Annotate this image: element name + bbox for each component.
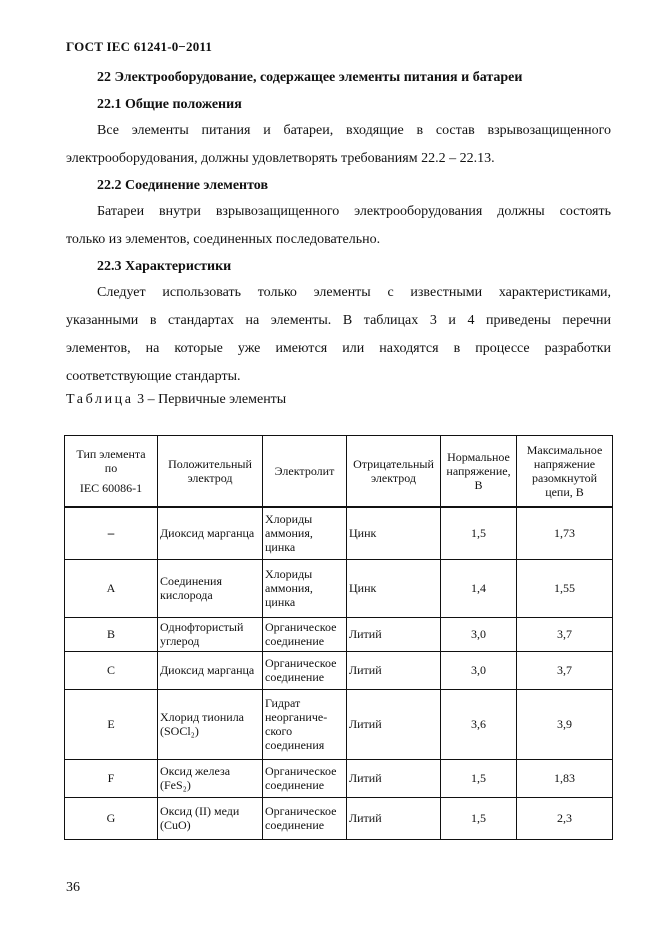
header-electrolyte: Электролит [263,436,347,508]
cell-electrolyte: Органическое соединение [263,797,347,839]
paragraph-line: только из элементов, соединенных последовательно. [66,232,381,247]
cell-negative: Литий [347,759,441,797]
table-row [65,617,613,651]
cell-positive: Диоксид марганца [158,507,263,559]
cell-max: 3,7 [517,617,613,651]
paragraph-line: элементов, на которые уже имеются или находятся в процессе разработки [66,341,611,356]
table-caption-title: – Первичные элементы [147,392,287,407]
header-type-line: IEC 60086-1 [79,481,143,495]
cell-type: E [65,689,158,759]
header-type-line: по [104,461,118,475]
cell-max: 1,55 [517,559,613,617]
header-nominal-voltage: Нормальное напряжение, В [441,436,517,508]
header-type [65,436,158,508]
paragraph-line: электрооборудования, должны удовлетворять требованиям 22.2 – 22.13. [66,151,495,166]
subsection-2-text [66,198,611,254]
cell-negative: Литий [347,617,441,651]
paragraph-line: соответствующие стандарты. [66,369,241,384]
cell-nominal: 1,4 [441,559,517,617]
cell-type: – [65,507,158,559]
cell-electrolyte: Хлориды аммония, цинка [263,559,347,617]
subsection-3-text [66,279,611,391]
cell-negative: Литий [347,797,441,839]
table-caption-word: Таблица [66,392,134,407]
table-row [65,689,613,759]
cell-positive: Оксид железа (FeS₂) [158,759,263,797]
header-type-line: Тип элемента [76,447,146,461]
cell-electrolyte: Органическое соединение [263,759,347,797]
cell-type: C [65,651,158,689]
subsection-1-text [66,117,611,173]
cell-max: 1,73 [517,507,613,559]
page-number: 36 [66,880,80,895]
cell-electrolyte: Хлориды аммония, цинка [263,507,347,559]
cell-nominal: 3,0 [441,617,517,651]
table-row [65,559,613,617]
cell-nominal: 3,0 [441,651,517,689]
cell-nominal: 1,5 [441,797,517,839]
cell-negative: Цинк [347,507,441,559]
cell-max: 2,3 [517,797,613,839]
paragraph-line: Батареи внутри взрывозащищенного электрооборудования должны состоять [97,204,611,219]
table-header-row [65,436,613,508]
cell-electrolyte: Органическое соединение [263,617,347,651]
cell-nominal: 1,5 [441,759,517,797]
header-positive-electrode: Положительный электрод [158,436,263,508]
cell-electrolyte: Гидрат неорганиче-ского соединения [263,689,347,759]
paragraph-line: указанными в стандартах на элементы. В таблицах 3 и 4 приведены перечни [66,313,611,328]
table-row [65,797,613,839]
cell-max: 1,83 [517,759,613,797]
standard-header: ГОСТ IEC 61241-0−2011 [66,39,213,54]
cell-type: B [65,617,158,651]
subsection-3-title: 22.3 Характеристики [97,259,232,274]
cell-positive: Хлорид тионила (SOCl₂) [158,689,263,759]
header-negative-electrode: Отрицательный электрод [347,436,441,508]
cell-nominal: 1,5 [441,507,517,559]
cell-positive: Оксид (II) меди (CuO) [158,797,263,839]
cell-electrolyte: Органическое соединение [263,651,347,689]
table-row [65,651,613,689]
table-row [65,759,613,797]
cell-positive: Диоксид марганца [158,651,263,689]
subsection-2-title: 22.2 Соединение элементов [97,178,269,193]
section-title: 22 Электрооборудование, содержащее элементы питания и батареи [97,70,523,85]
cell-negative: Литий [347,651,441,689]
header-max-voltage: Максимальное напряжение разомкнутой цепи, В [517,436,613,508]
cell-positive: Соединения кислорода [158,559,263,617]
primary-cells-table [64,435,613,840]
cell-nominal: 3,6 [441,689,517,759]
subsection-1-title: 22.1 Общие положения [97,97,242,112]
cell-type: G [65,797,158,839]
cell-negative: Цинк [347,559,441,617]
paragraph-line: Следует использовать только элементы с известными характеристиками, [97,285,611,300]
cell-max: 3,9 [517,689,613,759]
cell-positive: Однофтористый углерод [158,617,263,651]
table-row [65,507,613,559]
paragraph-line: Все элементы питания и батареи, входящие в состав взрывозащищенного [97,123,611,138]
cell-type: F [65,759,158,797]
cell-type: A [65,559,158,617]
cell-max: 3,7 [517,651,613,689]
cell-negative: Литий [347,689,441,759]
table-caption-number: 3 [137,392,145,407]
table-caption [66,392,286,408]
